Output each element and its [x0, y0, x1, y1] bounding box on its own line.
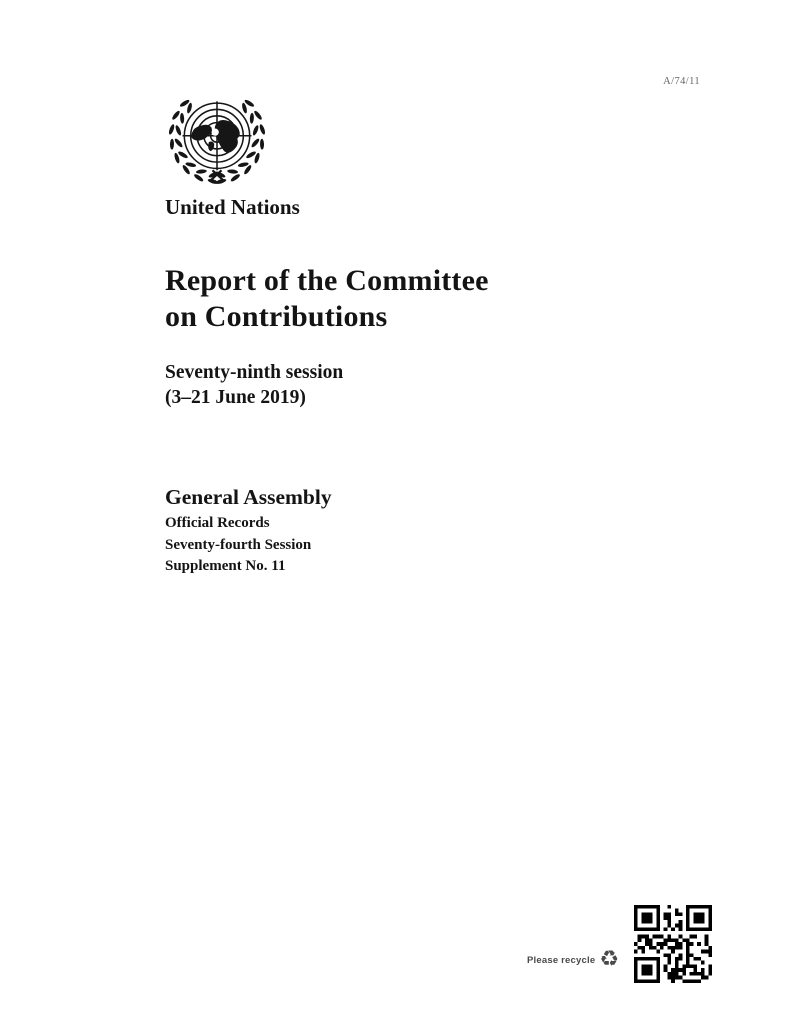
un-emblem-icon: [158, 93, 276, 185]
document-symbol: A/74/11: [663, 76, 700, 87]
session-line2: (3–21 June 2019): [165, 386, 306, 408]
session-line1: Seventy-ninth session: [165, 362, 344, 383]
un-emblem-pole: [212, 129, 219, 136]
organ-name: General Assembly: [165, 485, 332, 509]
report-title-line1: Report of the Committee: [165, 264, 489, 297]
imprint-session: Seventy-fourth Session: [165, 536, 312, 553]
recycle-icon: ♻: [599, 947, 620, 972]
organization-name: United Nations: [165, 195, 300, 219]
qr-code: [634, 905, 712, 983]
imprint-supplement: Supplement No. 11: [165, 558, 286, 574]
report-title: [165, 263, 489, 335]
session-info: [165, 361, 343, 410]
report-title-line2: on Contributions: [165, 300, 388, 333]
imprint-block: [165, 484, 332, 578]
recycle-note-text: Please recycle: [527, 954, 596, 966]
recycle-note: [527, 949, 619, 971]
imprint-records: Official Records: [165, 515, 270, 531]
qr-code-svg: [634, 905, 712, 983]
